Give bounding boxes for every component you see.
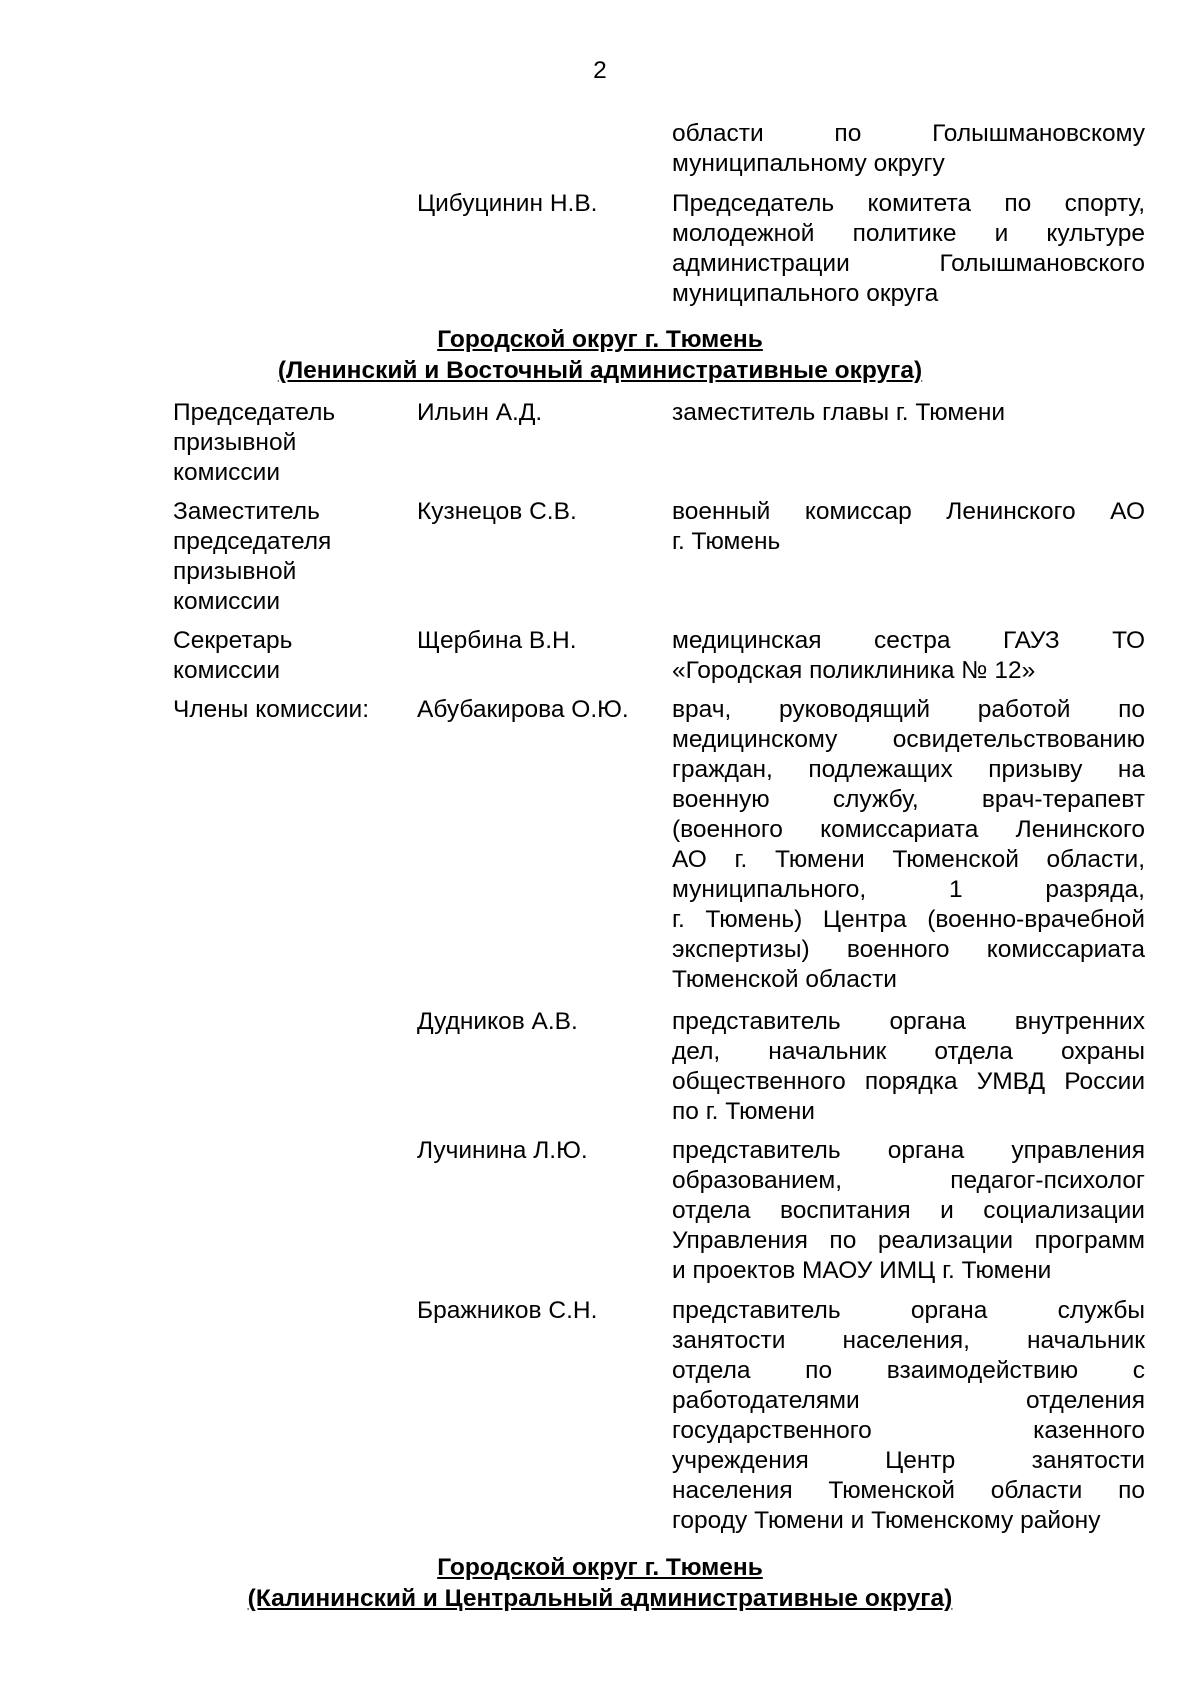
member-description: врач, руководящий работой по медицинскому освидетельствованию граждан, подлежащих призыву на военную службу, врач-терапевт (военного комиссариата Ленинского АО г. Тюмени Тюменской области, муниципального, 1 разряда, г. Тюмень) Центра (военно-врачебной экспертизы) военного комиссариата Тюменской области [672,696,1145,993]
member-name: Цибуцинин Н.В. [417,190,598,217]
continued-description: области по Голышмановскому муниципальному округу [672,120,1145,177]
member-description: военный комиссар Ленинского АО г. Тюмень [672,498,1145,555]
member-description: представитель органа службы занятости населения, начальник отдела по взаимодействию с работодателями отделения государственного казенного учреждения Центр занятости населения Тюменской области по городу Тюмени и Тюменскому району [672,1297,1145,1534]
member-name: Кузнецов С.В. [417,498,577,525]
role-label: Заместитель председателя призывной комиссии [173,498,332,615]
member-description: представитель органа управления образованием, педагог-психолог отдела воспитания и социализации Управления по реализации программ и проектов МАОУ ИМЦ г. Тюмени [672,1137,1145,1284]
section-subheading: (Калининский и Центральный административные округа) [247,1585,953,1612]
member-name: Лучинина Л.Ю. [417,1137,588,1164]
member-name: Бражников С.Н. [417,1297,598,1324]
section-subheading: (Ленинский и Восточный административные округа) [277,357,923,384]
role-label: Секретарь комиссии [173,627,293,684]
section-heading: Городской округ г. Тюмень [437,326,763,353]
member-name: Щербина В.Н. [417,627,577,654]
member-description: представитель органа внутренних дел, начальник отдела охраны общественного порядка УМВД России по г. Тюмени [672,1008,1145,1125]
member-name: Ильин А.Д. [417,399,543,426]
member-name: Абубакирова О.Ю. [417,696,629,723]
page-number: 2 [593,57,607,84]
member-description: Председатель комитета по спорту, молодежной политике и культуре администрации Голышмановского муниципального округа [672,190,1145,307]
member-name: Дудников А.В. [417,1008,578,1035]
section-heading: Городской округ г. Тюмень [437,1554,763,1581]
role-label: Члены комиссии: [173,696,370,723]
member-description: заместитель главы г. Тюмени [672,399,1006,426]
member-description: медицинская сестра ГАУЗ ТО «Городская поликлиника № 12» [672,627,1145,684]
role-label: Председатель призывной комиссии [173,399,336,486]
